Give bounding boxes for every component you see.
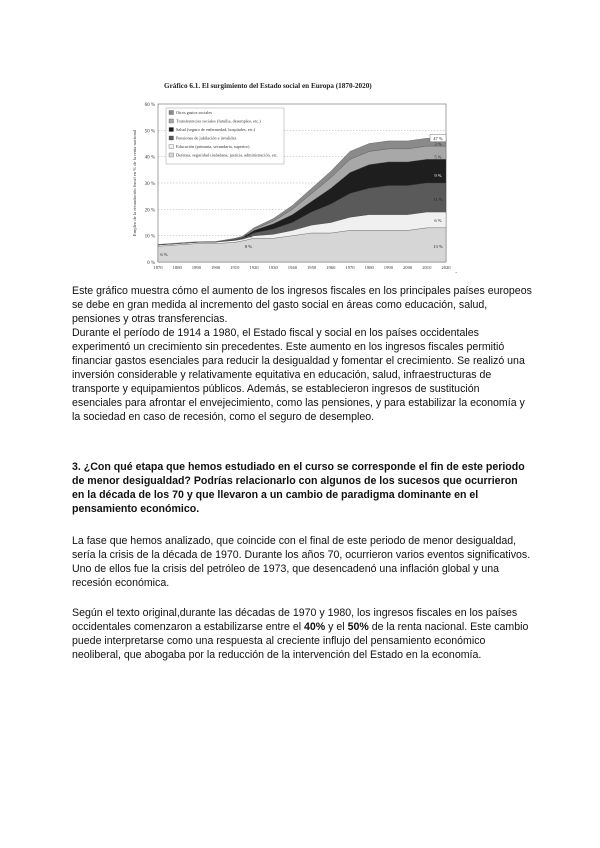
- data-label: 8 %: [244, 244, 253, 250]
- answer-2-post: de la renta nacional. Este cambio puede interpretarse como una respuesta al creciente influjo del pensamiento económico neoliberal, que abogaba por la reducción de la intervención del Estado en la economía.: [72, 621, 529, 661]
- paragraph-1-text: Este gráfico muestra cómo el aumento de los ingresos fiscales en los principales países europeos se debe en gran medida al incremento del gasto social en áreas como educación, salud, pensiones y otras transferencias.: [72, 285, 532, 325]
- x-tick-label: 1890: [191, 265, 201, 270]
- answer-2-text: [72, 606, 532, 662]
- answer-2-bold-1: 40%: [304, 621, 326, 633]
- paragraph-2-text: Durante el período de 1914 a 1980, el Estado fiscal y social en los países occidentales experimentó un crecimiento sin precedentes. Este aumento en los ingresos fiscales permitió financiar gastos esenciales para reducir la desigualdad y fomentar el crecimiento. Se realizó una inversión considerable y relativamente equitativa en educación, salud, infraestructuras de transporte y equipamientos públicos. Además, se establecieron ingresos de sustitución esenciales para afrontar el envejecimiento, como las pensiones, y para estabilizar la economía y la sociedad en caso de recesión, como el seguro de desempleo.: [72, 327, 525, 423]
- data-label: 0 %: [244, 233, 253, 239]
- legend-label: Educación (primaria, secundaria, superior): [176, 144, 250, 149]
- x-tick-label: 1990: [383, 265, 393, 270]
- legend-swatch: [169, 111, 174, 115]
- data-label: 6 %: [160, 252, 168, 258]
- answer-2-pre: Según el texto original,durante las décadas de 1970 y 1980, los ingresos fiscales en los países occidentales comenzaron a estabilizarse entre el: [72, 607, 518, 633]
- legend-label: Transferencias sociales (familia, desempleo, etc.): [176, 118, 261, 124]
- x-tick-label: 1960: [326, 265, 336, 270]
- data-label: 13 %: [433, 244, 443, 250]
- figure-title: Gráfico 6.1. El surgimiento del Estado social en Europa (1870-2020): [164, 82, 372, 90]
- x-tick-label: 1950: [307, 265, 317, 270]
- x-tick-label: 1920: [249, 265, 259, 270]
- data-label: 47 %: [433, 136, 443, 142]
- legend-swatch: [169, 119, 174, 123]
- x-tick-label: 1900: [211, 265, 221, 270]
- legend-label: Pensiones de jubilación e invalidez: [176, 135, 237, 141]
- x-tick-label: 1870: [153, 265, 163, 270]
- y-tick-label: 50 %: [144, 129, 155, 135]
- paragraph-1: [72, 284, 532, 326]
- answer-2-bold-2: 50%: [347, 621, 369, 633]
- paragraph-2: [72, 326, 532, 424]
- y-axis-label: Empleo de la recaudación fiscal en % de la renta nacional: [132, 129, 137, 237]
- answer-paragraph-2: [72, 606, 532, 662]
- question-3-text: 3. ¿Con qué etapa que hemos estudiado en el curso se corresponde el fin de este periodo de menor desigualdad? Podrías relacionarlo con algunos de los sucesos que ocurrieron en la década de los 70 y que llevaron a un cambio de paradigma dominante en el pensamiento económico.: [72, 461, 525, 515]
- answer-paragraph-1: [72, 534, 532, 590]
- legend: [166, 108, 284, 164]
- y-tick-label: 60 %: [144, 103, 155, 108]
- x-tick-label: 1910: [230, 265, 240, 270]
- legend-swatch: [169, 136, 174, 140]
- stray-mark: .: [455, 266, 458, 275]
- y-tick-label: 0 %: [147, 261, 155, 266]
- y-tick-label: 20 %: [144, 208, 155, 214]
- data-label: 6 %: [434, 217, 442, 223]
- legend-label: Otros gastos sociales: [176, 110, 213, 115]
- y-tick-label: 10 %: [144, 234, 155, 240]
- x-tick-label: 1930: [268, 265, 278, 270]
- legend-swatch: [169, 128, 174, 132]
- legend-swatch: [169, 145, 174, 149]
- legend-label: Salud (seguro de enfermedad, hospitales, etc.): [176, 127, 256, 132]
- y-tick-label: 40 %: [144, 155, 155, 161]
- figure: [128, 82, 451, 272]
- question-3: [72, 460, 532, 516]
- x-tick-label: 2010: [422, 265, 432, 270]
- answer-1-text: La fase que hemos analizado, que coincide con el final de este periodo de menor desigualdad, sería la crisis de la década de 1970. Durante los años 70, ocurrieron varios eventos significativos. Uno de ellos fue la crisis del petróleo de 1973, que desencadenó una inflación global y una recesión económica.: [72, 535, 531, 589]
- legend-swatch: [169, 153, 174, 157]
- data-label: 9 %: [434, 173, 442, 179]
- x-tick-label: 1970: [345, 265, 355, 270]
- x-tick-label: 2000: [403, 265, 413, 270]
- y-tick-label: 30 %: [144, 182, 155, 187]
- x-tick-label: 1880: [172, 265, 182, 270]
- answer-2-mid: y el: [325, 621, 348, 633]
- data-label: 11 %: [433, 196, 443, 202]
- legend-label: Defensa, seguridad ciudadana, justicia, administración, etc.: [176, 152, 278, 158]
- x-tick-label: 1980: [364, 265, 374, 270]
- stacked-area-chart: [128, 82, 451, 272]
- x-tick-label: 2020: [441, 265, 451, 270]
- data-label: 5 %: [434, 154, 442, 160]
- x-tick-label: 1940: [287, 265, 297, 270]
- data-label: 3 %: [434, 141, 442, 147]
